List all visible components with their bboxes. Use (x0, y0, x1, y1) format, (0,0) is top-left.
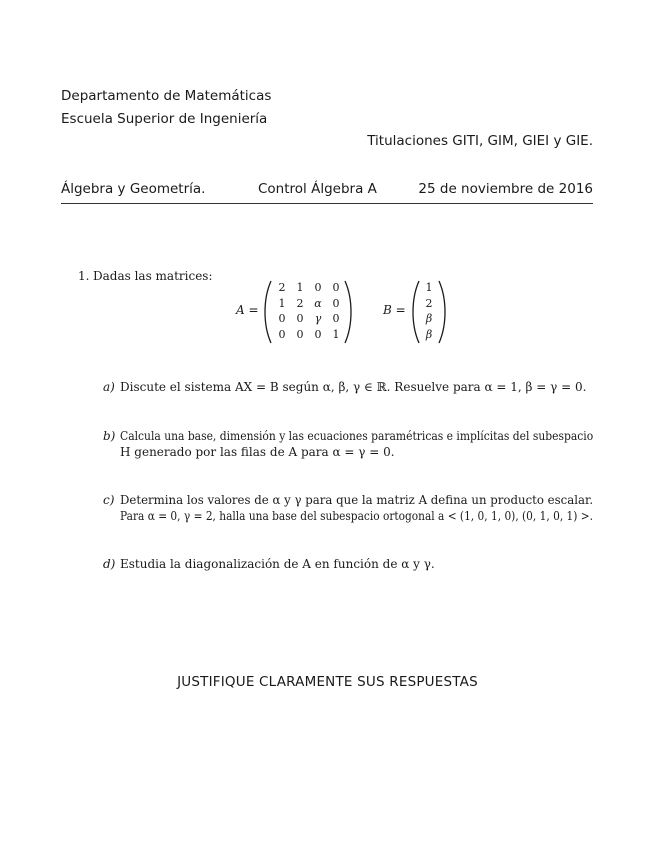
matrix-a-cell: 1 (278, 296, 286, 310)
part-c-letter: c) (103, 493, 115, 507)
matrix-a-label: A = (236, 303, 259, 317)
matrix-b-cell: 2 (425, 296, 433, 310)
school-name: Escuela Superior de Ingeniería (61, 111, 268, 127)
matrix-a-cell: 1 (332, 327, 340, 341)
matrix-a-cell: 0 (314, 327, 322, 341)
exam-date: 25 de noviembre de 2016 (418, 181, 593, 197)
header-rule (61, 203, 593, 204)
part-a-letter: a) (103, 380, 115, 394)
degrees-line: Titulaciones GITI, GIM, GIEI y GIE. (367, 133, 593, 149)
matrix-a-cell: 2 (278, 281, 286, 294)
matrix-a-cell: 0 (314, 281, 322, 294)
matrix-a-cell: 2 (296, 296, 304, 310)
matrix-a-cell: 0 (332, 296, 340, 310)
part-b-letter: b) (103, 429, 116, 443)
problem-intro: Dadas las matrices: (93, 269, 213, 283)
matrix-a-cell: 0 (332, 312, 340, 325)
matrix-a-cell: 0 (278, 312, 286, 325)
matrix-a-cell: 1 (296, 281, 304, 294)
part-c-line-1: Determina los valores de α y γ para que la matriz A defina un producto escalar. (120, 493, 594, 507)
part-c-line-2: Para α = 0, γ = 2, halla una base del subespacio ortogonal a < (1, 0, 1, 0), (0, 1, 0, 1) >. (120, 509, 594, 523)
part-b-line-1: Calcula una base, dimensión y las ecuaciones paramétricas e implícitas del subespacio (120, 429, 594, 443)
matrix-a-cell: 0 (332, 281, 340, 294)
part-d-letter: d) (103, 557, 116, 571)
matrix-a-cell: α (314, 296, 322, 310)
footer-instruction: JUSTIFIQUE CLARAMENTE SUS RESPUESTAS (177, 674, 478, 690)
department-name: Departamento de Matemáticas (61, 88, 272, 104)
subject-title: Álgebra y Geometría. (61, 181, 206, 197)
part-b-line-2: H generado por las filas de A para α = γ = 0. (120, 445, 395, 459)
matrix-a-cell: 0 (296, 327, 304, 341)
exam-title: Control Álgebra A (258, 181, 377, 197)
matrix-b-cell: β (425, 327, 433, 341)
matrix-a-cell: 0 (278, 327, 286, 341)
matrix-b (410, 279, 448, 345)
matrix-b-cell: β (425, 312, 433, 325)
part-a-line-1: Discute el sistema AX = B según α, β, γ ∈ ℝ. Resuelve para α = 1, β = γ = 0. (120, 380, 587, 394)
matrix-a (262, 279, 354, 345)
matrix-a-cell: 0 (296, 312, 304, 325)
part-d-line-1: Estudia la diagonalización de A en función de α y γ. (120, 557, 435, 571)
matrix-b-cell: 1 (425, 281, 433, 294)
matrix-a-cell: γ (314, 312, 322, 325)
matrix-b-label: B = (383, 303, 406, 317)
problem-number: 1. (78, 269, 90, 283)
